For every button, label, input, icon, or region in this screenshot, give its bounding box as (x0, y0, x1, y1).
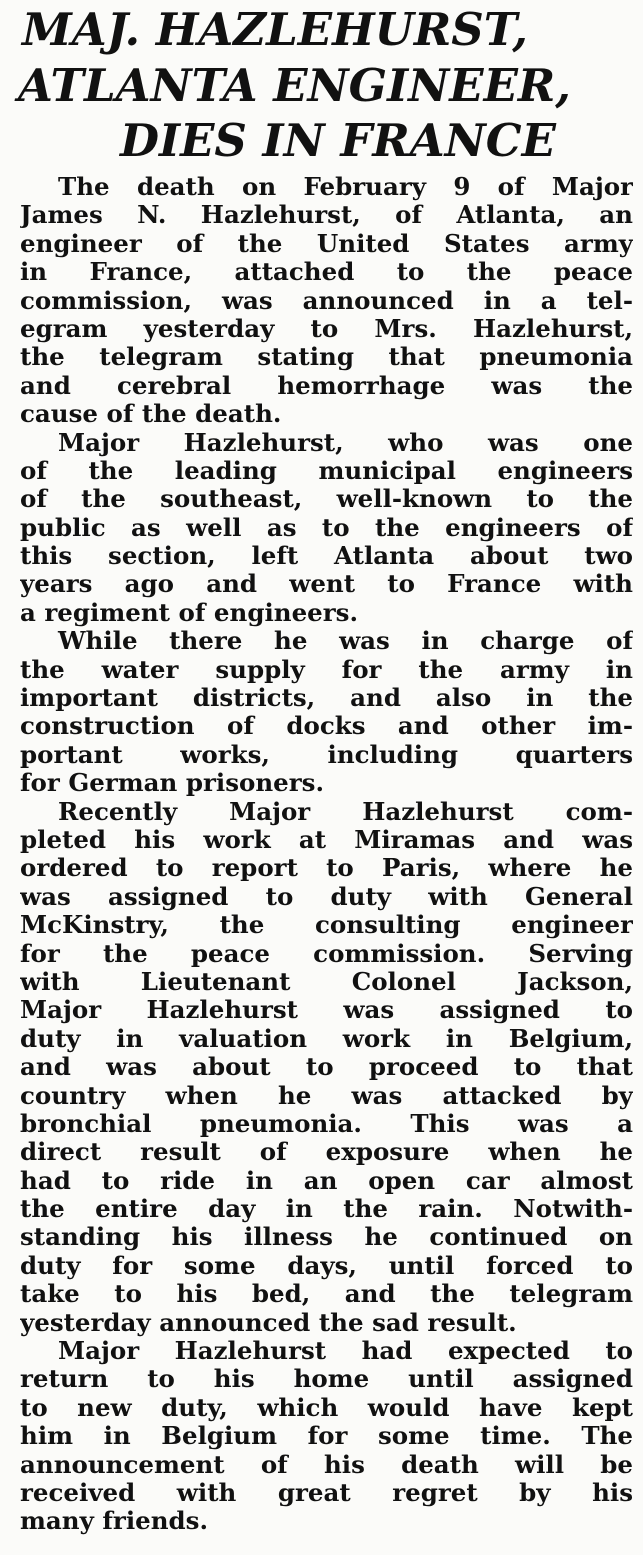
article-line: with Lieutenant Colonel Jackson, (20, 967, 633, 996)
article-line: Major Hazlehurst was assigned to (20, 996, 633, 1025)
article-line: announcement of his death will be (20, 1450, 633, 1479)
article-line: had to ride in an open car almost (20, 1166, 633, 1195)
article-line: cause of the death. (20, 400, 282, 429)
article-line: duty in valuation work in Belgium, (20, 1024, 633, 1053)
article-line: McKinstry, the consulting engineer (20, 911, 633, 940)
article-line: in France, attached to the peace (20, 258, 633, 287)
article-paragraph (20, 429, 633, 628)
article-line: construction of docks and other im- (20, 712, 633, 741)
article-line: years ago and went to France with (20, 570, 633, 599)
article-line: the telegram stating that pneumonia (20, 343, 633, 372)
article-line: the water supply for the army in (20, 655, 633, 684)
article-line: pleted his work at Miramas and was (20, 825, 633, 854)
article-line: the entire day in the rain. Notwith- (20, 1195, 633, 1224)
article-paragraph (20, 1337, 633, 1536)
article-line: country when he was attacked by (20, 1081, 633, 1110)
article-line: for German prisoners. (20, 769, 324, 798)
article-line: egram yesterday to Mrs. Hazlehurst, (20, 314, 633, 343)
article-line: duty for some days, until forced to (20, 1251, 633, 1280)
article-line: many friends. (20, 1507, 208, 1536)
article-line: to new duty, which would have kept (20, 1393, 633, 1422)
article-paragraph (20, 173, 633, 429)
article-line: him in Belgium for some time. The (20, 1422, 633, 1451)
article-line: and was about to proceed to that (20, 1053, 633, 1082)
article-line: for the peace commission. Serving (20, 939, 633, 968)
article-line: a regiment of engineers. (20, 598, 358, 627)
article-line: direct result of exposure when he (20, 1138, 633, 1167)
article-line: commission, was announced in a tel- (20, 286, 633, 315)
article-line: Major Hazlehurst had expected to (58, 1337, 633, 1366)
article-line: James N. Hazlehurst, of Atlanta, an (20, 201, 633, 230)
article-line: received with great regret by his (20, 1478, 633, 1507)
article-paragraph (20, 798, 633, 1337)
article-line: important districts, and also in the (20, 684, 633, 713)
article-line: standing his illness he continued on (20, 1223, 633, 1252)
article-body (20, 173, 633, 1536)
article-line: engineer of the United States army (20, 229, 633, 258)
article-line: was assigned to duty with General (20, 882, 633, 911)
article-line: portant works, including quarters (20, 740, 633, 769)
headline-line: DIES IN FRANCE (120, 114, 556, 167)
article-line: While there he was in charge of (58, 627, 633, 656)
article-paragraph (20, 627, 633, 797)
article-line: bronchial pneumonia. This was a (20, 1109, 633, 1138)
article-line: The death on February 9 of Major (58, 173, 633, 201)
article-line: take to his bed, and the telegram (20, 1280, 633, 1309)
article-line: ordered to report to Paris, where he (20, 854, 633, 883)
article-line: of the southeast, well-known to the (20, 485, 633, 514)
article-line: and cerebral hemorrhage was the (20, 371, 633, 400)
article-line: Major Hazlehurst, who was one (58, 428, 633, 457)
article-line: public as well as to the engineers of (20, 513, 633, 542)
article-line: this section, left Atlanta about two (20, 542, 633, 571)
article-line: of the leading municipal engineers (20, 456, 633, 485)
headline-line: MAJ. HAZLEHURST, (22, 3, 528, 56)
headline-line: ATLANTA ENGINEER, (18, 59, 571, 112)
article-line: Recently Major Hazlehurst com- (58, 797, 633, 826)
article-line: return to his home until assigned (20, 1365, 633, 1394)
article-line: yesterday announced the sad result. (20, 1308, 517, 1337)
